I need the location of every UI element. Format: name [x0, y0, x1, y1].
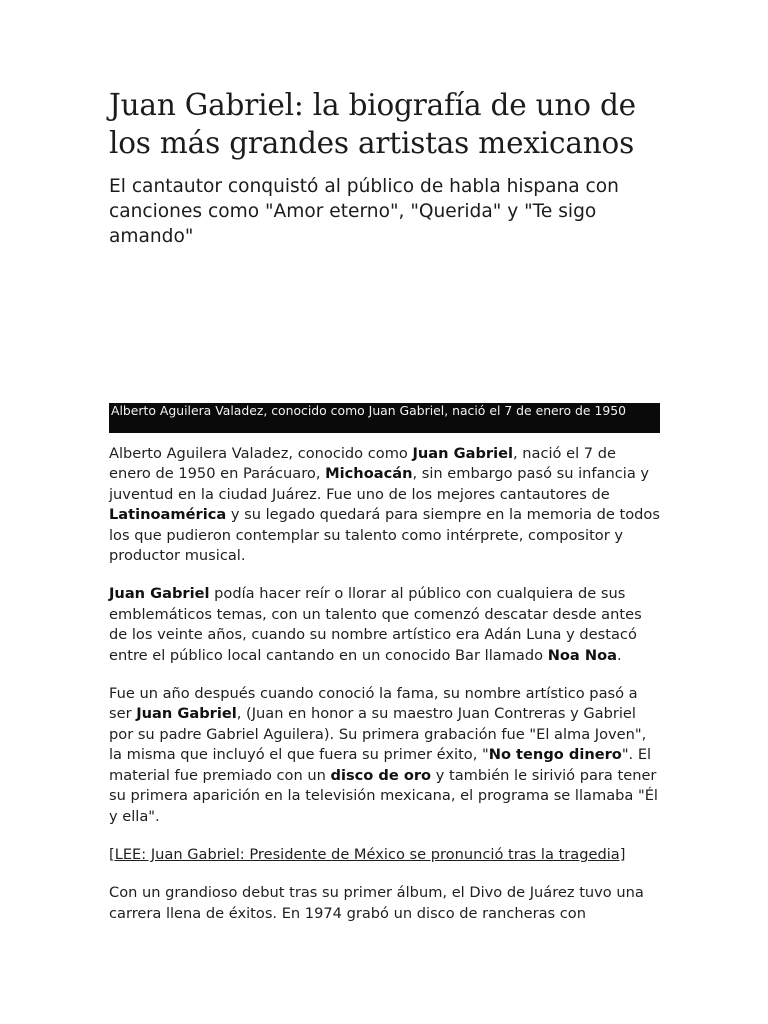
text-run: , nació el 7 de enero de 1950 en Parácuaro,: [109, 445, 616, 483]
text-run: , (Juan en honor a su maestro Juan Contreras y Gabriel por su padre Gabriel Aguilera). Su primera grabación fue "El alma Joven", la misma que incluyó el que fuera su primer éxito, ": [109, 705, 647, 764]
article-title: Juan Gabriel: la biografía de uno de los más grandes artistas mexicanos: [109, 88, 636, 160]
text-run: .: [616, 646, 622, 664]
text-run: podía hacer reír o llorar al público con cualquiera de sus emblemáticos temas, con un talento que comenzó descatar desde antes de los veinte años, cuando su nombre artístico era Adán Luna y destacó entre el público local cantando en un conocido Bar llamado: [109, 585, 642, 664]
text-run: Alberto Aguilera Valadez, conocido como: [109, 445, 413, 462]
article-header: [109, 86, 661, 249]
bold-text: disco de oro: [330, 766, 432, 784]
paragraph-3: [109, 684, 661, 827]
related-paragraph: [109, 845, 661, 865]
bold-text: Latinoamérica: [109, 506, 227, 524]
related-article-link[interactable]: [LEE: Juan Gabriel: Presidente de México se pronunció tras la tragedia]: [109, 845, 626, 863]
paragraph-4: Con un grandioso debut tras su primer álbum, el Divo de Juárez tuvo una carrera llena de éxitos. En 1974 grabó un disco de rancheras con: [109, 884, 644, 922]
paragraph-1: [109, 444, 661, 566]
bold-text: No tengo dinero: [488, 746, 622, 764]
bold-text: Juan Gabriel: [412, 445, 513, 462]
text-run: , sin embargo pasó su infancia y juventud en la ciudad Juárez. Fue uno de los mejores cantautores de: [109, 465, 650, 503]
bold-text: Juan Gabriel: [136, 705, 237, 723]
image-caption: Alberto Aguilera Valadez, conocido como Juan Gabriel, nació el 7 de enero de 1950: [109, 403, 660, 433]
article-subtitle: El cantautor conquistó al público de habla hispana con canciones como "Amor eterno", "Querida" y "Te sigo amando": [109, 176, 619, 247]
text-run: y su legado quedará para siempre en la memoria de todos los que pudieron contemplar su talento como intérprete, compositor y productor musical.: [109, 506, 660, 565]
text-run: y también le sirivió para tener su primera aparición en la televisión mexicana, el programa se llamaba "Él y ella".: [109, 766, 658, 825]
bold-text: Juan Gabriel: [109, 585, 210, 603]
text-run: ". El material fue premiado con un: [109, 746, 652, 784]
bold-text: Noa Noa: [547, 646, 617, 664]
article-body: [109, 444, 661, 942]
paragraph-2: [109, 584, 661, 666]
text-run: Fue un año después cuando conoció la fama, su nombre artístico pasó a ser: [109, 685, 638, 723]
bold-text: Michoacán: [325, 465, 413, 483]
